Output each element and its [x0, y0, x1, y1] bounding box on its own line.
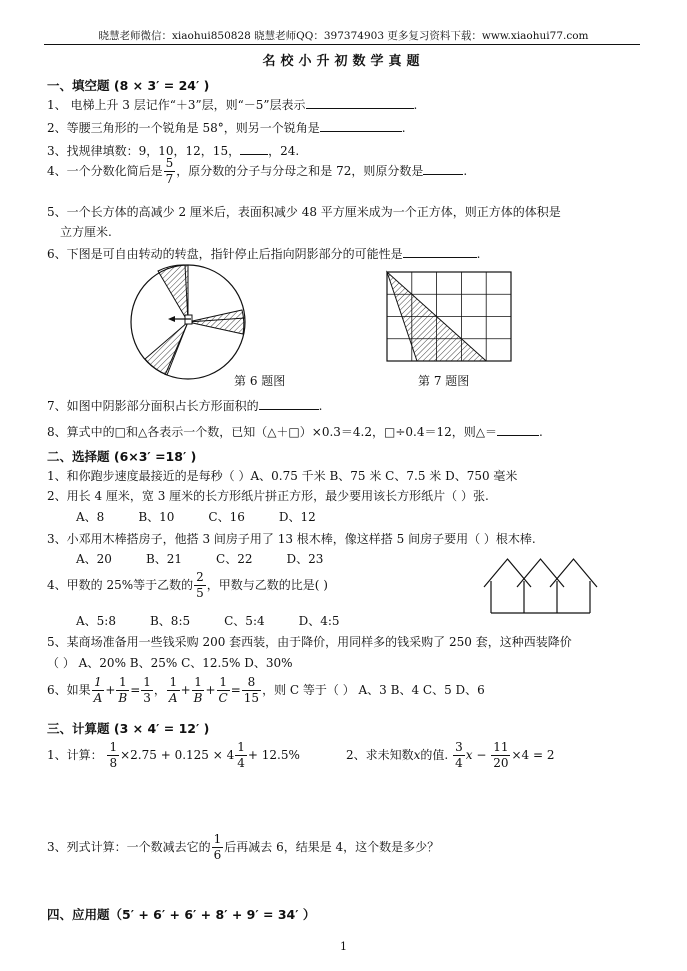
- denominator: 20: [493, 756, 509, 770]
- question-text: 3、列式计算：一个数减去它的: [47, 840, 211, 854]
- question-3-2: [346, 740, 554, 771]
- numerator: 1: [92, 675, 105, 691]
- fraction: [212, 832, 224, 863]
- answer-blank[interactable]: [320, 119, 402, 132]
- numerator: 1: [109, 740, 118, 754]
- question-text: .: [538, 425, 543, 439]
- question-text: ，24.: [268, 144, 300, 158]
- question-3-3: [47, 832, 439, 863]
- question-2-6: [47, 675, 485, 706]
- numerator: 1: [192, 675, 205, 691]
- denominator: 4: [455, 756, 463, 770]
- question-text: 3、找规律填数：9，10，12，15，: [47, 144, 241, 158]
- denominator: B: [193, 691, 203, 705]
- fraction: [107, 740, 119, 771]
- question-text: .: [463, 164, 468, 178]
- section-1-heading: 一、填空题 (8 × 3′ = 24′ ): [47, 78, 210, 93]
- question-text: .: [476, 247, 481, 261]
- separator: ，: [153, 683, 166, 697]
- question-1-5-cont: 立方厘米.: [60, 225, 112, 239]
- grid-rectangle-figure: [387, 272, 511, 362]
- section-2-heading: 二、选择题 (6×3′ =18′ ): [47, 449, 197, 464]
- option[interactable]: C、22: [216, 552, 253, 566]
- question-1-4: [47, 156, 467, 187]
- fraction: [194, 570, 206, 601]
- question-text: 6、下图是可自由转动的转盘，指针停止后指向阴影部分的可能性是: [47, 247, 403, 261]
- option[interactable]: D、23: [286, 552, 324, 566]
- question-1-6: [47, 245, 480, 262]
- expression: ×2.75 + 0.125 × 4: [120, 748, 235, 762]
- fraction: [192, 675, 205, 706]
- fraction: [167, 675, 180, 706]
- numerator: 5: [165, 156, 174, 170]
- denominator: 15: [243, 691, 260, 705]
- question-text: ，原分数的分子与分母之和是 72，则原分数是: [176, 164, 424, 178]
- numerator: 1: [167, 675, 180, 691]
- question-text: 2、求未知数: [346, 748, 414, 762]
- operator: =: [230, 683, 241, 697]
- page-number: 1: [340, 940, 347, 953]
- denominator: C: [218, 691, 228, 705]
- question-text: 6、如果: [47, 683, 91, 697]
- denominator: 7: [165, 172, 174, 186]
- denominator: 4: [237, 756, 245, 770]
- option[interactable]: B、10: [138, 510, 175, 524]
- question-text: 的值.: [420, 748, 449, 762]
- operator: +: [180, 683, 191, 697]
- header-divider: [44, 44, 640, 45]
- numerator: 8: [242, 675, 261, 691]
- question-text: 2、等腰三角形的一个锐角是 58°，则另一个锐角是: [47, 121, 320, 135]
- numerator: 1: [217, 675, 230, 691]
- question-text: 8、算式中的□和△各表示一个数，已知（△＋□）×0.3＝4.2，□÷0.4＝12，则△＝: [47, 425, 497, 439]
- question-3-1: [47, 740, 300, 771]
- numerator: 11: [493, 740, 509, 754]
- option[interactable]: B、8:5: [149, 614, 191, 628]
- question-1-2: [47, 119, 406, 136]
- fraction: [92, 675, 105, 706]
- figure-6-caption: 第 6 题图: [234, 374, 286, 388]
- answer-blank[interactable]: [259, 397, 319, 410]
- option[interactable]: B、21: [145, 552, 183, 566]
- question-text: 1、计算：: [47, 748, 103, 762]
- option[interactable]: C、5:4: [224, 614, 265, 628]
- option[interactable]: D、12: [278, 510, 316, 524]
- denominator: 8: [109, 756, 118, 770]
- question-text: ，则 C 等于（ ） A、3 B、4 C、5 D、6: [262, 683, 485, 697]
- option[interactable]: C、16: [208, 510, 245, 524]
- fraction: [141, 675, 153, 706]
- fraction: [164, 156, 176, 187]
- answer-blank[interactable]: [497, 423, 539, 436]
- question-text: 4、甲数的 25%等于乙数的: [47, 578, 194, 592]
- denominator: 3: [143, 691, 151, 705]
- page-header: 晓慧老师微信：xiaohui850828 晓慧老师QQ：397374903 更多复习资料下载：www.xiaohui77.com: [98, 30, 589, 42]
- fraction: [491, 740, 510, 771]
- question-text: 后再减去 6，结果是 4，这个数是多少？: [224, 840, 440, 854]
- denominator: 6: [213, 848, 222, 862]
- operator: +: [205, 683, 216, 697]
- answer-blank[interactable]: [403, 245, 477, 258]
- denominator: A: [168, 691, 178, 705]
- spinner-figure: [128, 262, 248, 382]
- question-text: ，甲数与乙数的比是( ): [206, 578, 328, 592]
- answer-blank[interactable]: [240, 142, 268, 155]
- question-2-3: 3、小邓用木棒搭房子，他搭 3 间房子用了 13 根木棒，像这样搭 5 间房子要用（ ）根木棒.: [47, 532, 536, 546]
- answer-blank[interactable]: [306, 96, 414, 109]
- operator: −: [472, 748, 491, 762]
- variable: x: [413, 748, 421, 762]
- question-text: .: [401, 121, 406, 135]
- expression: ×4 = 2: [511, 748, 555, 762]
- numerator: 1: [213, 832, 222, 846]
- fraction: [242, 675, 261, 706]
- option[interactable]: A、5:8: [76, 614, 116, 628]
- operator: +: [105, 683, 116, 697]
- answer-blank[interactable]: [423, 162, 463, 175]
- numerator: 3: [455, 740, 463, 754]
- stick-houses-figure: [484, 553, 604, 615]
- question-text: .: [413, 98, 418, 112]
- question-2-4: [47, 570, 328, 601]
- section-4-heading: 四、应用题（5′ + 6′ + 6′ + 8′ + 9′ = 34′ ）: [47, 907, 316, 922]
- section-3-heading: 三、计算题 (3 × 4′ = 12′ ): [47, 721, 210, 736]
- question-1-1: [47, 96, 417, 113]
- question-2-5-options: （ ） A、20% B、25% C、12.5% D、30%: [47, 656, 293, 670]
- question-text: 1、 电梯上升 3 层记作“＋3”层，则“－5”层表示: [47, 98, 306, 112]
- option[interactable]: D、4:5: [298, 614, 340, 628]
- question-1-5: 5、一个长方体的高减少 2 厘米后，表面积减少 48 平方厘米成为一个正方体，则正方体的体积是: [47, 205, 561, 219]
- question-text: 7、如图中阴影部分面积占长方形面积的: [47, 399, 259, 413]
- denominator: B: [118, 691, 128, 705]
- option[interactable]: A、8: [76, 510, 105, 524]
- page-title: 名校小升初数学真题: [262, 54, 425, 69]
- numerator: 1: [116, 675, 129, 691]
- question-2-1: 1、和你跑步速度最接近的是每秒（ ）A、0.75 千米 B、75 米 C、7.5 米 D、750 毫米: [47, 469, 518, 483]
- question-2-5: 5、某商场准备用一些钱采购 200 套西装，由于降价，用同样多的钱采购了 250 套，这种西装降价: [47, 635, 572, 649]
- option[interactable]: A、20: [76, 552, 112, 566]
- question-1-8: [47, 423, 543, 440]
- question-2-2-options: [76, 508, 350, 525]
- fraction: [116, 675, 129, 706]
- denominator: A: [93, 691, 103, 705]
- denominator: 5: [196, 586, 204, 600]
- question-text: 4、一个分数化简后是: [47, 164, 163, 178]
- fraction: [235, 740, 247, 771]
- expression: + 12.5%: [247, 748, 300, 762]
- fraction: [217, 675, 230, 706]
- question-2-2: 2、用长 4 厘米，宽 3 厘米的长方形纸片拼正方形，最少要用该长方形纸片（ ）张.: [47, 489, 489, 503]
- question-text: .: [318, 399, 323, 413]
- variable: x: [465, 748, 473, 762]
- numerator: 1: [143, 675, 151, 689]
- operator: =: [130, 683, 141, 697]
- figure-7-caption: 第 7 题图: [418, 374, 470, 388]
- fraction: [453, 740, 465, 771]
- question-2-3-options: [76, 550, 357, 567]
- numerator: 1: [237, 740, 245, 754]
- question-1-7: [47, 397, 322, 414]
- numerator: 2: [196, 570, 204, 584]
- question-2-4-options: [76, 612, 374, 629]
